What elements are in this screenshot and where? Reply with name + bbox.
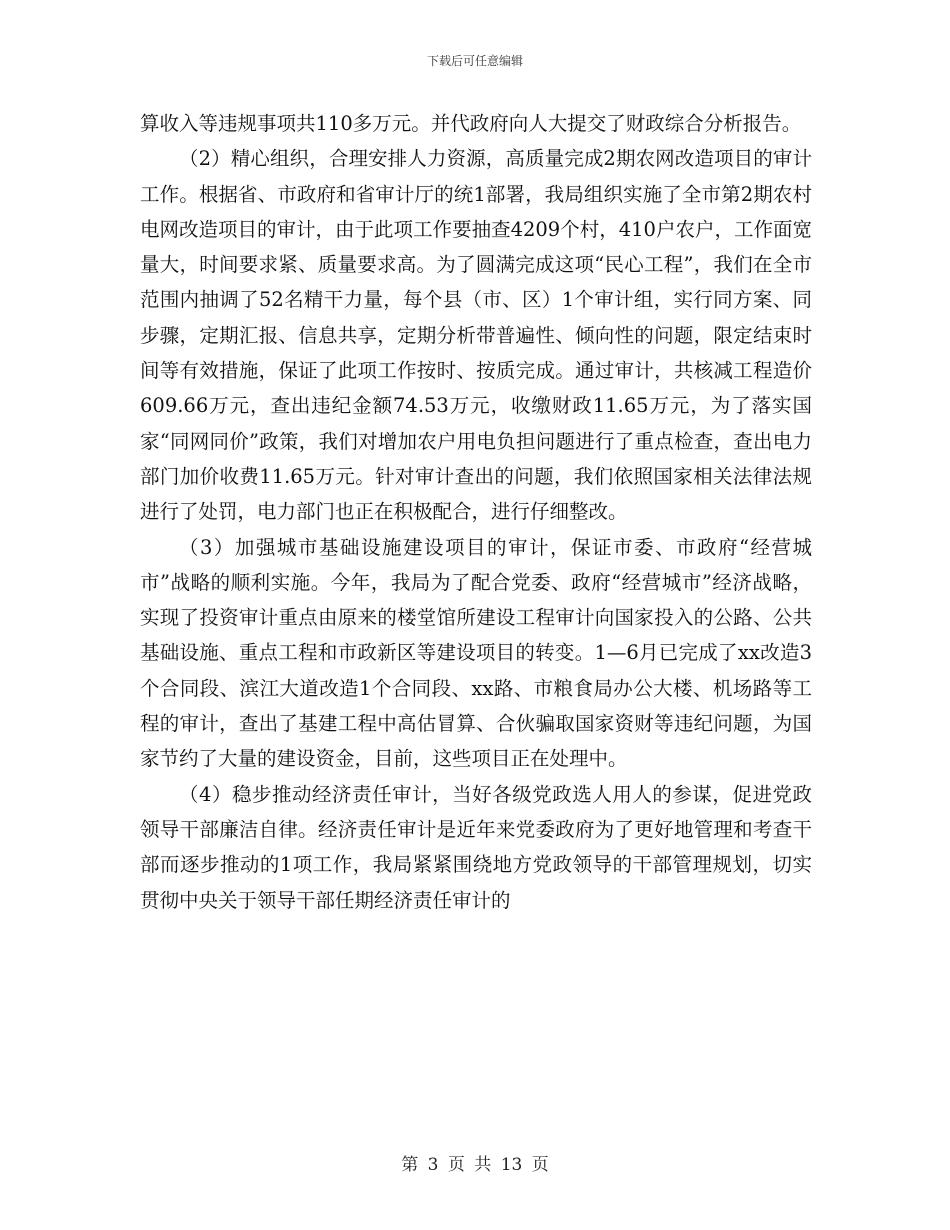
paragraph-1: 算收入等违规事项共110多万元。并代政府向人大提交了财政综合分析报告。 <box>140 112 802 135</box>
paragraph-4: （4）稳步推动经济责任审计，当好各级党政选人用人的参谋，促进党政领导干部廉洁自律。经济责任审计是近年来党委政府为了更好地管理和考查干部而逐步推动的1项工作，我局紧紧围绕地方党政领导的干部管理规划，切实贯彻中央关于领导干部任期经济责任审计的 <box>140 782 812 912</box>
paragraph-3: （3）加强城市基础设施建设项目的审计，保证市委、市政府“经营城市”战略的顺利实施。今年，我局为了配合党委、政府“经营城市”经济战略，实现了投资审计重点由原来的楼堂馆所建设工程审计向国家投入的公路、公共基础设施、重点工程和市政新区等建设项目的转变。1—6月已完成了xx改造3个合同段、滨江大道改造1个合同段、xx路、市粮食局办公大楼、机场路等工程的审计，查出了基建工程中高估冒算、合伙骗取国家资财等违纪问题，为国家节约了大量的建设资金，目前，这些项目正在处理中。 <box>140 535 812 771</box>
paragraph-2: （2）精心组织，合理安排人力资源，高质量完成2期农网改造项目的审计工作。根据省、市政府和省审计厅的统1部署，我局组织实施了全市第2期农村电网改造项目的审计，由于此项工作要抽查4209个村，410户农户，工作面宽量大，时间要求紧、质量要求高。为了圆满完成这项“民心工程”，我们在全市范围内抽调了52名精干力量，每个县（市、区）1个审计组，实行同方案、同步骤，定期汇报、信息共享，定期分析带普遍性、倾向性的问题，限定结束时间等有效措施，保证了此项工作按时、按质完成。通过审计，共核减工程造价609.66万元，查出违纪金额74.53万元，收缴财政11.65万元，为了落实国家“同网同价”政策，我们对增加农户用电负担问题进行了重点检查，查出电力部门加价收费11.65万元。针对审计查出的问题，我们依照国家相关法律法规进行了处罚，电力部门也正在积极配合，进行仔细整改。 <box>140 147 812 524</box>
page-number-footer: 第 3 页 共 13 页 <box>401 1155 549 1175</box>
page-header: 下载后可任意编辑 <box>426 54 523 68</box>
document-body <box>140 106 812 918</box>
